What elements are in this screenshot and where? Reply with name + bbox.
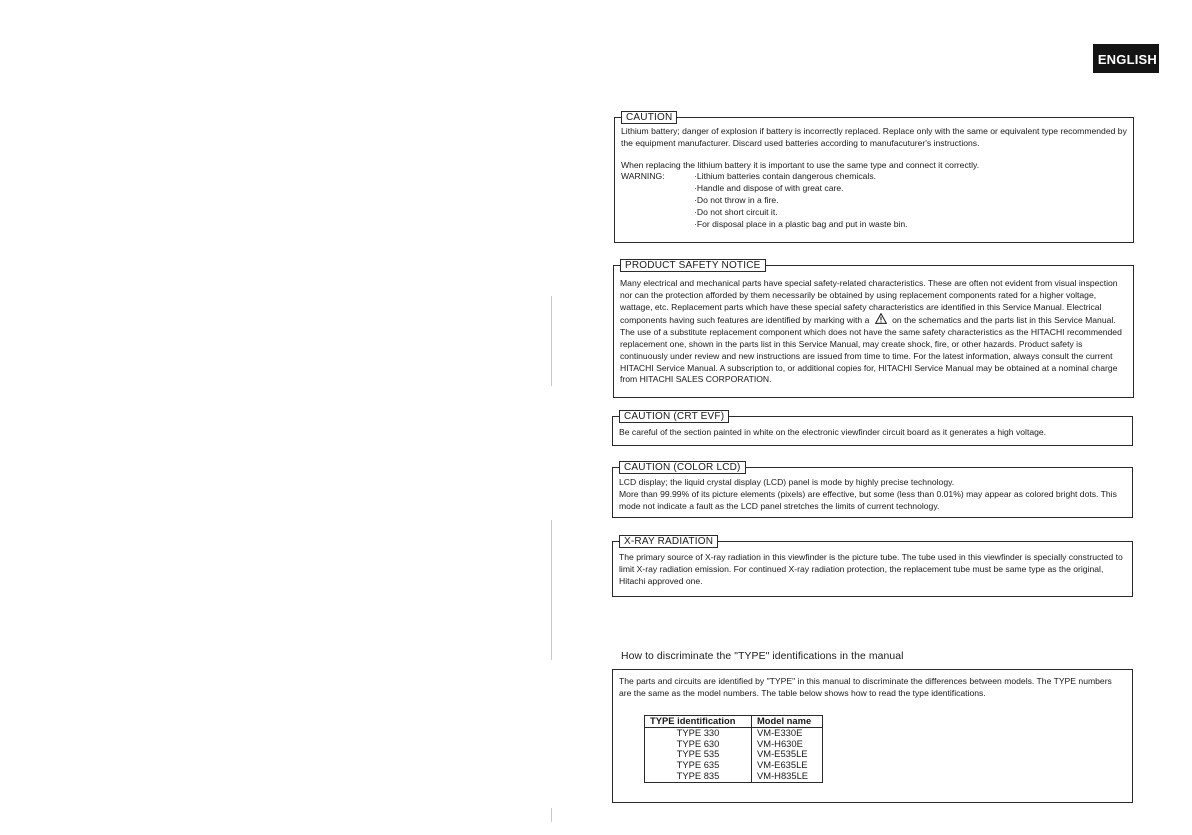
table-header-row <box>645 716 823 728</box>
xray-text: The primary source of X-ray radiation in this viewfinder is the picture tube. The tube used in this viewfinder is specially constructed to limit X-ray radiation emission. For continued X-ray radiation protection, the replacement tube must be same type as the original, Hitachi approved one. <box>619 552 1123 586</box>
table-cell: TYPE 835 <box>645 771 752 782</box>
caution-lcd-line: LCD display; the liquid crystal display (LCD) panel is mode by highly precise technology. <box>619 477 955 487</box>
table-cell: VM-E330E <box>752 727 823 738</box>
list-item: · Lithium batteries contain dangerous chemicals. <box>694 171 908 183</box>
caution-lcd-tag: CAUTION (COLOR LCD) <box>619 461 746 474</box>
xray-box <box>612 536 1133 597</box>
caution-paragraph: When replacing the lithium battery it is important to use the same type and connect it correctly. <box>621 159 980 170</box>
table-cell: VM-E535LE <box>752 749 823 760</box>
list-item: · Handle and dispose of with great care. <box>694 183 908 195</box>
list-item: · For disposal place in a plastic bag and put in waste bin. <box>694 219 908 231</box>
column-header: TYPE identification <box>645 716 752 728</box>
table-cell: VM-E635LE <box>752 760 823 771</box>
page-fold-line <box>551 296 552 386</box>
product-safety-paragraph <box>620 278 1127 386</box>
list-item: · Do not short circuit it. <box>694 207 908 219</box>
caution-tag: CAUTION <box>621 111 677 124</box>
type-table <box>644 715 823 783</box>
column-header: Model name <box>752 716 823 728</box>
product-safety-text: Many electrical and mechanical parts have special safety-related characteristics. These are often not evident from visual inspection nor can the protection afforded by them necessarily be obtained by using replacement components rated for a higher voltage, wattage, etc. Replacement parts which have these special safety characteristics are identified in this Service Manual. Electrical components having such features are identified by marking with a <box>620 278 1118 326</box>
xray-tag: X-RAY RADIATION <box>619 535 718 548</box>
caution-box <box>614 112 1134 243</box>
warning-list <box>694 171 908 230</box>
language-badge: ENGLISH <box>1093 44 1159 73</box>
table-cell: TYPE 535 <box>645 749 752 760</box>
list-item: · Do not throw in a fire. <box>694 195 908 207</box>
warning-label: WARNING: <box>621 171 665 182</box>
product-safety-box <box>613 260 1134 398</box>
product-safety-text: on the schematics and the parts list in this Service Manual. The use of a substitute replacement component which does not have the same safety characteristics as the HITACHI recommended replacement one, shown in the parts list in this Service Manual, may create shock, fire, or other hazards. Product safety is continuously under review and new instructions are issued from time to time. For the latest information, always consult the current HITACHI Service Manual. A subscription to, or additional copies for, HITACHI Service Manual may be obtained at a nominal charge from HITACHI SALES CORPORATION. <box>620 315 1122 385</box>
table-cell: TYPE 330 <box>645 727 752 738</box>
warning-block <box>621 171 1127 230</box>
caution-lcd-box <box>612 462 1133 518</box>
table-cell: VM-H630E <box>752 739 823 750</box>
type-section-description: The parts and circuits are identified by "TYPE" in this manual to discriminate the differences between models. The TYPE numbers are the same as the model numbers. The table below shows how to read the type identifications. <box>619 676 1112 698</box>
type-section-title: How to discriminate the "TYPE" identifications in the manual <box>621 651 904 662</box>
warning-triangle-icon <box>875 313 887 324</box>
caution-lcd-line: More than 99.99% of its picture elements (pixels) are effective, but some (less than 0.01%) may appear as colored bright dots. This mode not indicate a fault as the LCD panel stretches the limits of current technology. <box>619 488 1117 511</box>
page-fold-line <box>551 808 552 822</box>
caution-paragraph: Lithium battery; danger of explosion if battery is incorrectly replaced. Replace only with the same or equivalent type recommended by the equipment manufacturer. Discard used batteries according to manufacuturer's instructions. <box>621 126 1127 148</box>
caution-crt-tag: CAUTION (CRT EVF) <box>619 410 729 423</box>
page-fold-line <box>551 520 552 660</box>
product-safety-tag: PRODUCT SAFETY NOTICE <box>620 259 766 272</box>
caution-crt-box <box>612 411 1133 446</box>
table-cell: TYPE 630 <box>645 739 752 750</box>
table-cell: TYPE 635 <box>645 760 752 771</box>
table-cell: VM-H835LE <box>752 771 823 782</box>
table-row <box>645 727 823 738</box>
caution-crt-text: Be careful of the section painted in white on the electronic viewfinder circuit board as it generates a high voltage. <box>619 427 1047 437</box>
type-section-box <box>612 669 1133 803</box>
table-row <box>645 771 823 782</box>
